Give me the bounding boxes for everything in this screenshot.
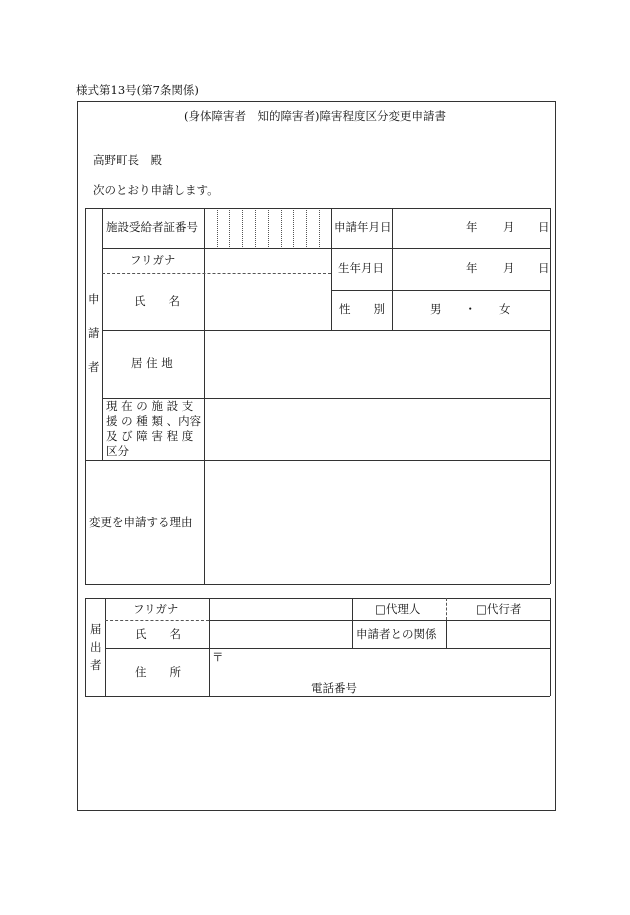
birth-date-month: 月 [503, 261, 515, 275]
notifier-section-label-3: 者 [90, 658, 102, 672]
certificate-number-label: 施設受給者証番号 [106, 220, 198, 234]
form-number: 様式第13号(第7条関係) [76, 83, 199, 97]
proxy-checkbox[interactable]: □代行者 [476, 602, 522, 616]
applicant-address-field[interactable] [205, 331, 549, 397]
relation-label: 申請者との関係 [356, 627, 437, 641]
applicant-furigana-label: フリガナ [130, 253, 176, 267]
applicant-section-label-1: 申 [88, 292, 100, 306]
phone-label: 電話番号 [311, 681, 357, 695]
applicant-section-label-2: 請 [88, 326, 100, 340]
applicant-name-field[interactable] [205, 274, 330, 329]
applicant-name-label: 氏 名 [134, 294, 180, 308]
sex-label: 性 別 [339, 302, 385, 316]
certificate-number-field[interactable] [205, 209, 330, 247]
relation-field[interactable] [447, 621, 549, 647]
notifier-address-label: 住 所 [135, 665, 181, 679]
application-date-day: 日 [538, 220, 550, 234]
birth-date-label: 生年月日 [338, 261, 384, 275]
notifier-section-label-1: 届 [90, 622, 102, 636]
applicant-section-label-3: 者 [88, 360, 100, 374]
sex-options[interactable]: 男 ・ 女 [430, 302, 511, 316]
facility-support-field[interactable] [205, 399, 549, 459]
form-title: (身体障害者 知的障害者)障害程度区分変更申請書 [184, 109, 446, 123]
change-reason-label: 変更を申請する理由 [89, 515, 193, 529]
application-date-month: 月 [503, 220, 515, 234]
applicant-address-label: 居 住 地 [131, 356, 173, 370]
change-reason-field[interactable] [205, 461, 549, 583]
notifier-name-label: 氏 名 [135, 627, 181, 641]
postal-mark: 〒 [212, 650, 224, 664]
agent-checkbox[interactable]: □代理人 [375, 602, 421, 616]
intro-text: 次のとおり申請します。 [93, 183, 219, 197]
notifier-address-field[interactable] [210, 649, 549, 695]
application-date-year: 年 [466, 220, 478, 234]
application-date-label: 申請年月日 [334, 220, 392, 234]
applicant-furigana-field[interactable] [205, 249, 330, 273]
notifier-furigana-field[interactable] [210, 599, 351, 620]
notifier-section-label-2: 出 [90, 640, 102, 654]
facility-support-label: 現 在 の 施 設 支 援 の 種 類 、内容 及 び 障 害 程 度 区分 [106, 399, 202, 458]
notifier-name-field[interactable] [210, 621, 351, 647]
addressee: 高野町長 殿 [93, 153, 162, 167]
notifier-furigana-label: フリガナ [133, 602, 179, 616]
birth-date-day: 日 [538, 261, 550, 275]
birth-date-year: 年 [466, 261, 478, 275]
